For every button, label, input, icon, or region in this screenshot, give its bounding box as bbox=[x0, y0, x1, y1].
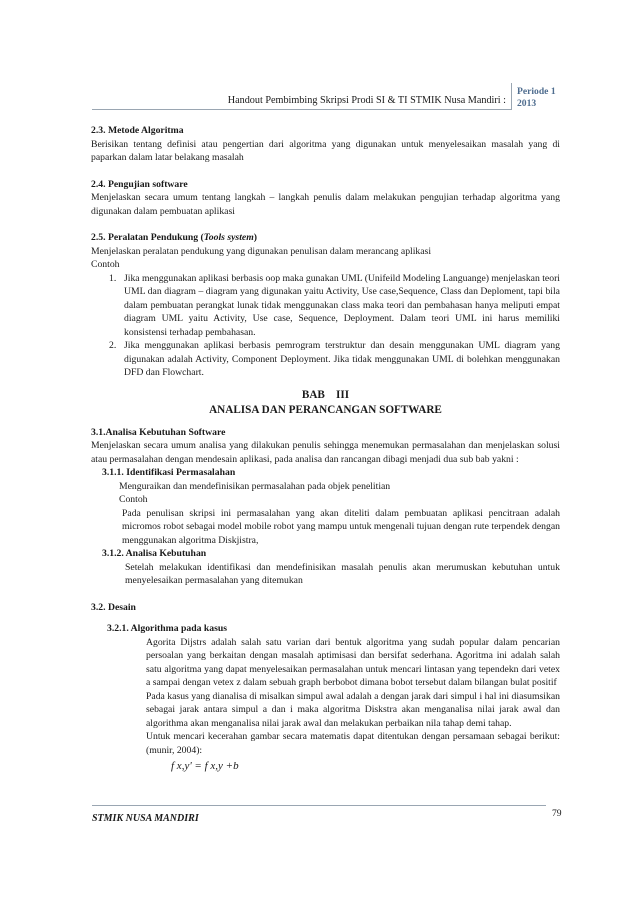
footer-rule bbox=[92, 805, 546, 806]
contoh-label: Contoh bbox=[119, 494, 148, 505]
paragraph-case-analysis: Pada kasus yang dianalisa di misalkan simpul awal adalah a dengan jarak dari simpul i hal ini diasumsikan sebagai jarak antara simpul a dan i maka algoritma Diskstra akan menganalisa nilai jarak awal dan algorithma akan menganalisa nilai jarak awal dan melakukan perbaikan nila tahap demi tahap. bbox=[146, 690, 560, 729]
heading-italic-part: Tools system bbox=[203, 232, 254, 243]
section-heading-3-2: 3.2. Desain bbox=[91, 601, 136, 613]
list-item bbox=[91, 272, 560, 340]
example-text: Pada penulisan skripsi ini permasalahan yang akan diteliti dalam pembuatan aplikasi pencitraan adalah micromos robot sebagai model mobile robot yang mampu untuk mengenali tujuan dengan rute terpendek dengan menggunakan algoritma Diskjistra, bbox=[122, 507, 560, 546]
list-text: Jika menggunakan aplikasi berbasis oop maka gunakan UML (Unifeild Modeling Languange) menjelaskan teori UML dan diagram – diagram yang digunakan yaitu Activity, Use case,Sequence, Class dan Deploment, tapi bila dalam pembuatan perangkat lunak tidak menggunakan class maka teori dan pembahasan hanya meliputi empat diagram UML yaitu Activity, Use case, Sequence, Deployment. Dalam teori UML ini harus memiliki konsistensi terhadap pembahasan. bbox=[124, 272, 560, 338]
subsection-text-3-1-1: Menguraikan dan mendefinisikan permasalahan pada objek penelitian bbox=[119, 480, 391, 492]
section-heading-2-3: 2.3. Metode Algoritma bbox=[91, 125, 184, 136]
list-item bbox=[91, 339, 560, 380]
section-text-2-4: Menjelaskan secara umum tentang langkah – langkah penulis dalam melakukan pengujian terhadap algoritma yang digunakan dalam pembuatan aplikasi bbox=[91, 192, 560, 217]
section-text-3-1: Menjelaskan secara umum analisa yang dilakukan penulis sehingga menemukan permasalahan dan menjelaskan solusi atau permasalahan dengan mendesain aplikasi, pada analisa dan rancangan dibagi menjadi dua sub bab yakni : bbox=[91, 440, 560, 465]
header-title: Handout Pembimbing Skripsi Prodi SI & TI STMIK Nusa Mandiri : bbox=[227, 95, 506, 106]
header-divider bbox=[511, 83, 512, 110]
header-period-year: 2013 bbox=[517, 98, 537, 109]
page-content bbox=[91, 124, 560, 774]
paragraph-dijkstra-definition: Agorita Dijstrs adalah salah satu varian dari bentuk algoritma yang sudah popular dalam pencarian persoalan yang berkaitan dengan masalah aptimisasi dan bersifat sederhana. Agoritma ini adalah salah satu algoritma yang dapat menyelesaikan permasalahan untuk mencari lintasan yang tependekn dari vetex a sampai dengan vetex z dalam sebuah graph berbobot dimana bobot tersebut dalam bilangan bulat positif bbox=[146, 636, 560, 688]
section-heading-3-1: 3.1.Analisa Kebutuhan Software bbox=[91, 426, 226, 438]
chapter-number: BAB III bbox=[301, 388, 350, 401]
header-period-label: Periode 1 bbox=[517, 86, 556, 97]
section-text-2-3: Berisikan tentang definisi atau pengertian dari algoritma yang digunakan untuk menyelesaikan masalah yang di paparkan dalam latar belakang masalah bbox=[91, 138, 560, 163]
subsection-heading-3-1-2: 3.1.2. Analisa Kebutuhan bbox=[102, 548, 207, 559]
header-rule bbox=[92, 109, 511, 110]
formula: f x,y' = f x,y +b bbox=[171, 760, 239, 772]
subsection-heading-3-2-1: 3.2.1. Algorithma pada kasus bbox=[107, 623, 228, 634]
contoh-label: Contoh bbox=[91, 259, 120, 270]
heading-part: ) bbox=[253, 232, 257, 243]
list-number: 2. bbox=[109, 340, 117, 351]
heading-part: 2.5. Peralatan Pendukung ( bbox=[91, 232, 204, 243]
chapter-title: ANALISA DAN PERANCANGAN SOFTWARE bbox=[209, 403, 442, 416]
header-period bbox=[517, 86, 587, 110]
paragraph-brightness: Untuk mencari kecerahan gambar secara matematis dapat ditentukan dengan persamaan sebagai berikut: (munir, 2004): bbox=[146, 731, 560, 756]
list-text: Jika menggunakan aplikasi berbasis pemrogram terstruktur dan desain menggunakan UML diagram yang digunakan adalah Activity, Component Deployment. Jika tidak menggunakan UML di bolehkan menggunakan DFD dan Flowchart. bbox=[124, 340, 560, 378]
footer-institution: STMIK NUSA MANDIRI bbox=[92, 813, 199, 824]
page-number: 79 bbox=[552, 808, 562, 819]
section-heading-2-5 bbox=[91, 231, 560, 245]
section-heading-2-4: 2.4. Pengujian software bbox=[91, 178, 188, 190]
list-number: 1. bbox=[109, 272, 117, 284]
subsection-text-3-1-2: Setelah melakukan identifikasi dan mendefinisikan masalah penulis akan merumuskan kebutuhan untuk menyelesaikan permasalahan yang ditemukan bbox=[125, 561, 560, 586]
section-text-2-5: Menjelaskan peralatan pendukung yang digunakan penulisan dalam merancang aplikasi bbox=[91, 245, 432, 257]
subsection-heading-3-1-1: 3.1.1. Identifikasi Permasalahan bbox=[102, 467, 236, 478]
